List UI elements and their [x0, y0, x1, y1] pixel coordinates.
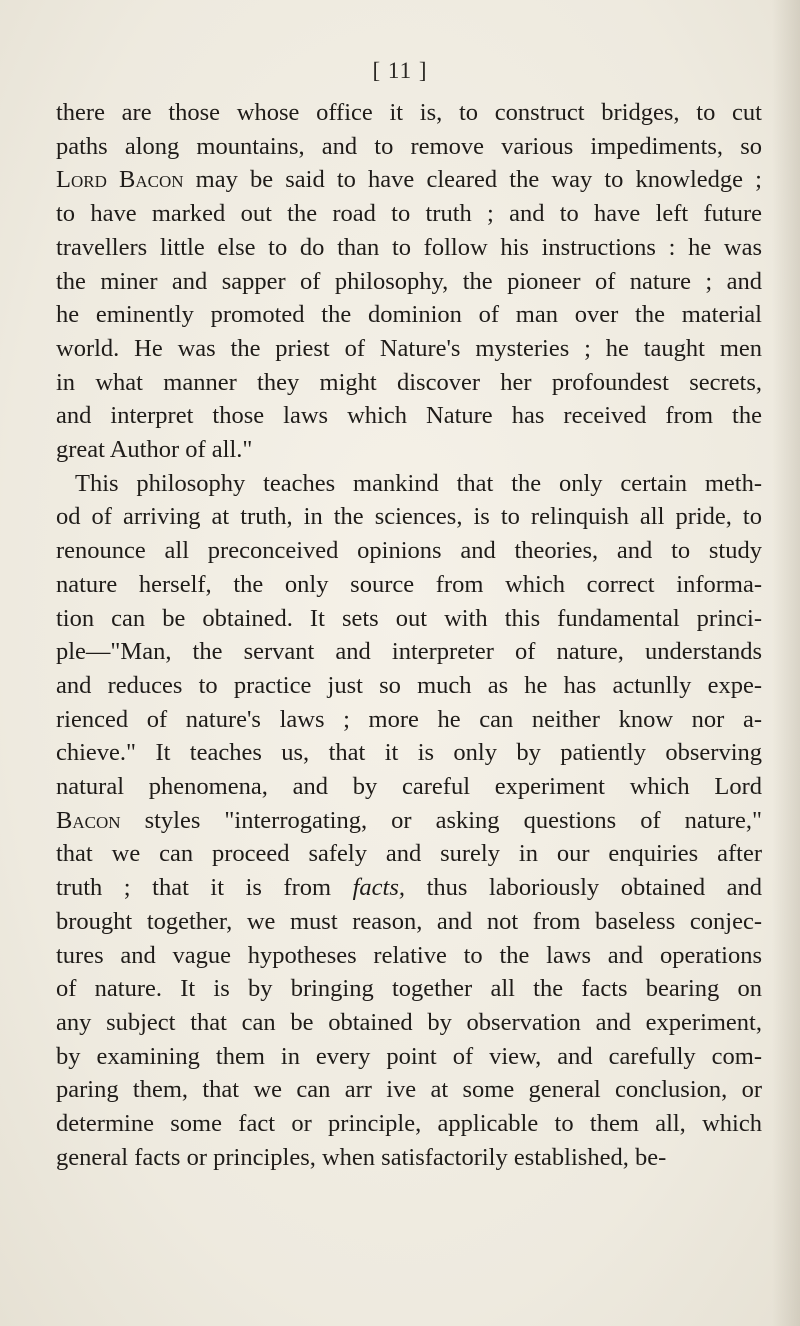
- text-line: in what manner they might discover her profoundest secrets,: [56, 368, 762, 396]
- paragraph: [56, 467, 762, 1175]
- text-line: nature herself, the only source from which correct informa-: [56, 570, 762, 598]
- text-line: tures and vague hypotheses relative to the laws and operations: [56, 941, 762, 969]
- text-line: rienced of nature's laws ; more he can neither know nor a-: [56, 705, 762, 733]
- body-text: [56, 96, 762, 1175]
- text-line: truth ; that it is from facts, thus laboriously obtained and: [56, 874, 762, 902]
- page-edge-shadow: [772, 0, 800, 1326]
- text-line: This philosophy teaches mankind that the only certain meth-: [75, 469, 762, 497]
- text-line: chieve." It teaches us, that it is only by patiently observing: [56, 739, 762, 767]
- text-line: general facts or principles, when satisfactorily established, be-: [56, 1143, 667, 1171]
- text-line: paring them, that we can arr ive at some general conclusion, or: [56, 1076, 762, 1104]
- small-caps-name: Bacon: [56, 806, 121, 834]
- text-line: any subject that can be obtained by observation and experiment,: [56, 1008, 762, 1036]
- text-line: travellers little else to do than to follow his instructions : he was: [56, 233, 762, 261]
- text-line: ple—"Man, the servant and interpreter of nature, understands: [56, 638, 762, 666]
- text-line: by examining them in every point of view, and carefully com-: [56, 1042, 762, 1070]
- text-line: the miner and sapper of philosophy, the pioneer of nature ; and: [56, 267, 762, 295]
- small-caps-name: Lord Bacon: [56, 166, 184, 194]
- text-line: natural phenomena, and by careful experiment which Lord: [56, 773, 762, 801]
- text-line: he eminently promoted the dominion of man over the material: [56, 301, 762, 329]
- text-line: renounce all preconceived opinions and theories, and to study: [56, 537, 762, 565]
- text-line: paths along mountains, and to remove various impediments, so: [56, 132, 762, 160]
- paragraph: [56, 96, 762, 467]
- text-line: there are those whose office it is, to construct bridges, to cut: [56, 99, 762, 126]
- page-number: [ 11 ]: [372, 58, 428, 83]
- text-line: brought together, we must reason, and not from baseless conjec-: [56, 907, 762, 935]
- text-line: world. He was the priest of Nature's mysteries ; he taught men: [56, 334, 762, 362]
- text-line: of nature. It is by bringing together all the facts bearing on: [56, 975, 762, 1003]
- text-line: tion can be obtained. It sets out with this fundamental princi-: [56, 604, 762, 632]
- text-line: and interpret those laws which Nature has received from the: [56, 402, 762, 430]
- text-line: to have marked out the road to truth ; and to have left future: [56, 200, 762, 228]
- text-line: Bacon styles "interrogating, or asking questions of nature,": [56, 806, 762, 834]
- text-line: great Author of all.": [56, 436, 253, 464]
- italic-word: facts,: [352, 874, 406, 902]
- text-line: that we can proceed safely and surely in our enquiries after: [56, 840, 762, 868]
- text-line: Lord Bacon may be said to have cleared the way to knowledge ;: [56, 166, 762, 194]
- text-line: od of arriving at truth, in the sciences, is to relinquish all pride, to: [56, 503, 762, 531]
- text-line: and reduces to practice just so much as he has actunlly expe-: [56, 671, 762, 699]
- text-line: determine some fact or principle, applicable to them all, which: [56, 1110, 762, 1138]
